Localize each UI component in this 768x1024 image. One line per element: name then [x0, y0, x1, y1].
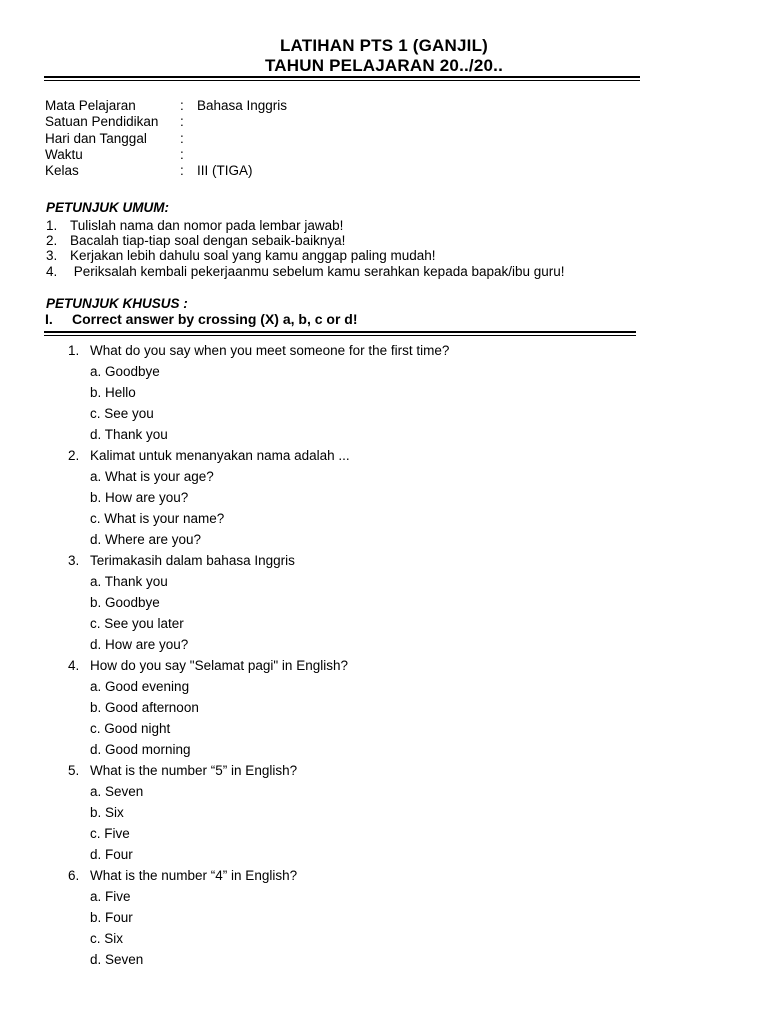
list-item — [46, 264, 565, 279]
question-number: 1. — [68, 343, 80, 358]
answer-option: c. What is your name? — [90, 511, 225, 526]
title-line-2: TAHUN PELAJARAN 20../20.. — [264, 56, 503, 75]
answer-option: c. See you later — [90, 616, 184, 631]
answer-option: d. How are you? — [90, 637, 189, 652]
info-label: Hari dan Tanggal — [45, 130, 147, 146]
question-number: 2. — [68, 448, 80, 463]
document-title — [0, 36, 768, 76]
info-row-time — [45, 147, 287, 163]
info-colon: : — [180, 163, 184, 179]
answer-option: a. Thank you — [90, 574, 168, 589]
info-value: III (TIGA) — [197, 163, 253, 179]
section-double-rule — [44, 331, 636, 337]
list-item — [46, 218, 565, 233]
info-row-school — [45, 114, 287, 130]
question-text: How do you say "Selamat pagi" in English? — [90, 658, 348, 673]
list-item-text: Tulislah nama dan nomor pada lembar jawab! — [70, 218, 344, 233]
info-value: Bahasa Inggris — [197, 98, 288, 113]
list-item — [46, 248, 565, 263]
question — [68, 865, 449, 886]
answer-option: a. What is your age? — [90, 469, 214, 484]
general-instructions-heading: PETUNJUK UMUM: — [46, 200, 169, 215]
answer-option: a. Five — [90, 889, 131, 904]
question — [68, 760, 449, 781]
question-text: Kalimat untuk menanyakan nama adalah ... — [90, 448, 350, 463]
info-colon: : — [180, 98, 184, 113]
answer-option: b. How are you? — [90, 490, 189, 505]
header-double-rule — [44, 76, 640, 82]
answer-option: a. Seven — [90, 784, 144, 799]
question-number: 5. — [68, 763, 80, 778]
question-list — [68, 340, 449, 970]
question-number: 3. — [68, 553, 80, 568]
info-table — [45, 98, 287, 179]
answer-option: d. Where are you? — [90, 532, 202, 547]
list-item-text: Kerjakan lebih dahulu soal yang kamu anggap paling mudah! — [70, 248, 436, 264]
answer-option: d. Good morning — [90, 742, 191, 757]
info-row-subject — [45, 98, 287, 114]
section-instruction — [45, 311, 358, 327]
list-item-text: Bacalah tiap-tiap soal dengan sebaik-baiknya! — [70, 233, 346, 249]
answer-option: b. Six — [90, 805, 124, 820]
info-row-date — [45, 131, 287, 147]
list-item-number: 4. — [46, 263, 58, 279]
section-instruction-text: Correct answer by crossing (X) a, b, c or d! — [72, 311, 358, 327]
answer-option: a. Good evening — [90, 679, 190, 694]
info-label: Satuan Pendidikan — [45, 114, 159, 130]
info-colon: : — [180, 114, 184, 130]
question-text: What is the number “5” in English? — [90, 763, 298, 778]
specific-instructions-heading: PETUNJUK KHUSUS : — [46, 296, 188, 311]
question-text: What do you say when you meet someone for the first time? — [90, 343, 450, 358]
answer-option: c. Good night — [90, 721, 171, 736]
info-colon: : — [180, 130, 184, 146]
answer-option: c. See you — [90, 406, 154, 421]
question — [68, 340, 449, 361]
info-label: Kelas — [45, 163, 79, 179]
answer-option: b. Four — [90, 910, 133, 925]
answer-option: d. Seven — [90, 952, 144, 967]
answer-option: d. Thank you — [90, 427, 168, 442]
info-colon: : — [180, 146, 184, 162]
info-row-class — [45, 163, 287, 179]
info-label: Mata Pelajaran — [45, 98, 136, 113]
answer-option: b. Goodbye — [90, 595, 160, 610]
section-roman-numeral: I. — [45, 311, 53, 327]
question-number: 4. — [68, 658, 80, 673]
question-text: What is the number “4” in English? — [90, 868, 298, 883]
general-instructions-list — [46, 218, 565, 279]
list-item-number: 1. — [46, 218, 58, 233]
list-item-number: 3. — [46, 248, 58, 264]
question — [68, 655, 449, 676]
question — [68, 445, 449, 466]
list-item — [46, 233, 565, 248]
answer-option: b. Good afternoon — [90, 700, 199, 715]
answer-option: a. Goodbye — [90, 364, 160, 379]
info-label: Waktu — [45, 146, 83, 162]
answer-option: c. Six — [90, 931, 124, 946]
answer-option: b. Hello — [90, 385, 136, 400]
list-item-number: 2. — [46, 233, 58, 249]
question-text: Terimakasih dalam bahasa Inggris — [90, 553, 295, 568]
answer-option: d. Four — [90, 847, 133, 862]
answer-option: c. Five — [90, 826, 130, 841]
question — [68, 550, 449, 571]
title-line-1: LATIHAN PTS 1 (GANJIL) — [279, 36, 489, 55]
list-item-text: Periksalah kembali pekerjaanmu sebelum kamu serahkan kepada bapak/ibu guru! — [70, 263, 565, 279]
question-number: 6. — [68, 868, 80, 883]
